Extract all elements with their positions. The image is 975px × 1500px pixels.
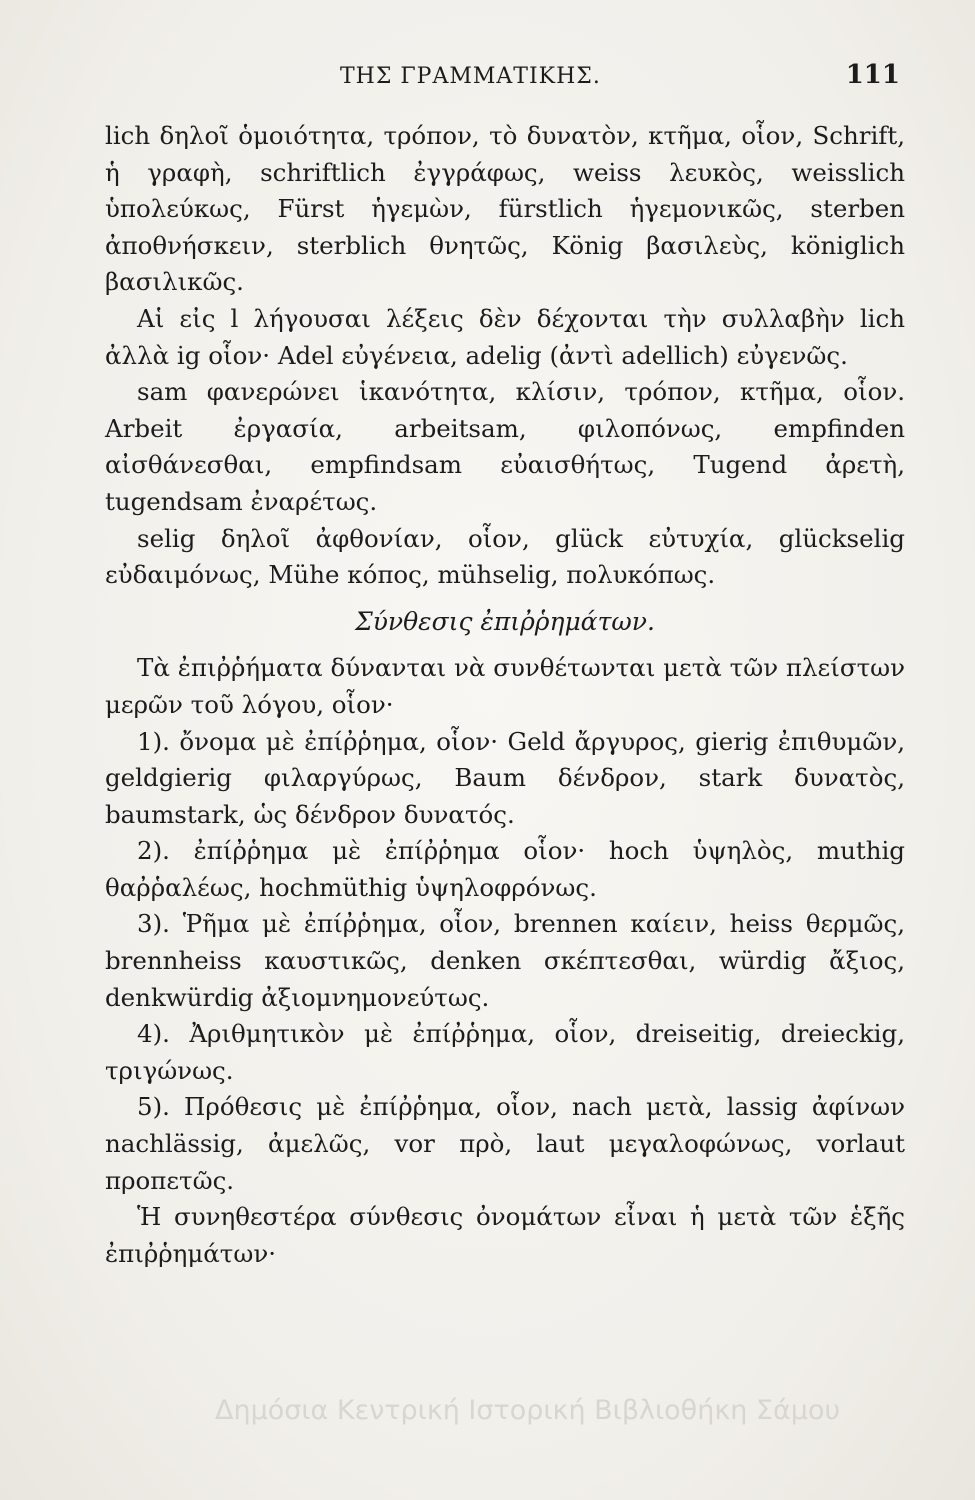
page-header [110,60,900,100]
list-item-1: 1). ὄνομα μὲ ἐπίῤῥημα, οἷον· Geld ἄργυρος, gierig ἐπιθυμῶν, geldgierig φιλαργύρως, Baum δένδρον, stark δυνατὸς, baumstark, ὡς δένδρον δυνατός. [105,726,905,829]
paragraph-intro-composition: Τὰ ἐπιῤῥήματα δύνανται νὰ συνθέτωνται μετὰ τῶν πλείστων μερῶν τοῦ λόγου, οἷον· [105,653,905,719]
paragraph-sam: sam φανερώνει ἱκανότητα, κλίσιν, τρόπον, κτῆμα, οἷον. Arbeit ἐργασία, arbeitsam, φιλοπόνως, empfinden αἰσθάνεσθαι, empfindsam εὐαισθήτως, Tugend ἀρετὴ, tugendsam ἐναρέτως. [105,377,905,516]
body-text [105,118,905,1272]
section-title: Σύνθεσις ἐπιῤῥημάτων. [355,606,655,636]
paragraph-lich: lich δηλοῖ ὁμοιότητα, τρόπον, τὸ δυνατὸν, κτῆμα, οἷον, Schrift, ἡ γραφὴ, schriftlich ἐγγράφως, weiss λευκὸς, weisslich ὑπολεύκως, Fürst ἡγεμὼν, fürstlich ἡγεμονικῶς, sterben ἀποθνήσκειν, sterblich θνητῶς, König βασιλεὺς, königlich βασιλικῶς. [105,121,905,297]
running-title: ΤΗΣ ΓΡΑΜΜΑΤΙΚΗΣ. [340,64,601,89]
paragraph-ig: Αἱ εἰς l λήγουσαι λέξεις δὲν δέχονται τὴν συλλαβὴν lich ἀλλὰ ig οἷον· Adel εὐγένεια, adelig (ἀντὶ adellich) εὐγενῶς. [105,303,905,370]
list-item-2: 2). ἐπίῤῥημα μὲ ἐπίῤῥημα οἷον· hoch ὑψηλὸς, muthig θαῤῥαλέως, hochmüthig ὑψηλοφρόνως. [105,836,905,902]
list-item-3: 3). Ῥῆμα μὲ ἐπίῤῥημα, οἷον, brennen καίειν, heiss θερμῶς, brennheiss καυστικῶς, denken σκέπτεσθαι, würdig ἄξιος, denkwürdig ἀξιομνημονεύτως. [105,909,905,1012]
page-number: 111 [845,60,900,90]
paragraph-closing: Ἡ συνηθεστέρα σύνθεσις ὀνομάτων εἶναι ἡ μετὰ τῶν ἑξῆς ἐπιῤῥημάτων· [105,1202,905,1268]
paragraph-selig: selig δηλοῖ ἀφθονίαν, οἷον, glück εὐτυχία, glückselig εὐδαιμόνως, Mühe κόπος, mühselig, πολυκόπως. [105,523,905,590]
list-item-4: 4). Ἀριθμητικὸν μὲ ἐπίῤῥημα, οἷον, dreiseitig, dreieckig, τριγώνως. [105,1019,905,1085]
library-watermark: Δημόσια Κεντρική Ιστορική Βιβλιοθήκη Σάμου [215,1395,841,1426]
list-item-5: 5). Πρόθεσις μὲ ἐπίῤῥημα, οἷον, nach μετὰ, lassig ἀφίνων nachlässig, ἀμελῶς, vor πρὸ, laut μεγαλοφώνως, vorlaut προπετῶς. [105,1092,905,1195]
